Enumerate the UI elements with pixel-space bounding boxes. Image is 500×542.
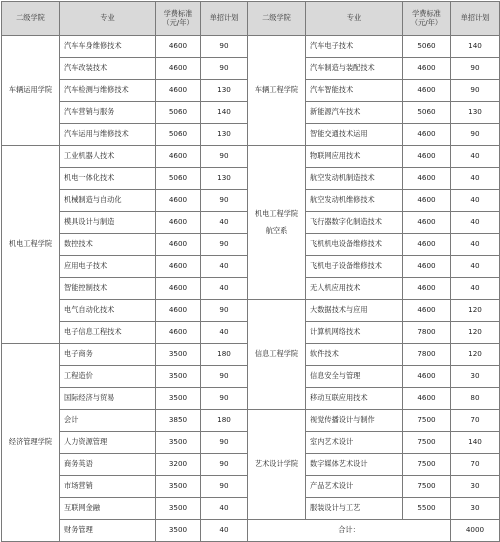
header-fee-line2: （元/年） [410,17,443,27]
header-college-left: 二级学院 [2,2,60,36]
plan-cell: 40 [201,322,248,344]
plan-cell: 40 [451,256,500,278]
plan-cell: 130 [201,168,248,190]
fee-cell: 7800 [403,344,451,366]
plan-cell: 40 [451,146,500,168]
college-line1: 机电工程学院 [254,209,299,219]
fee-cell: 4600 [403,388,451,410]
plan-cell: 130 [201,80,248,102]
header-college-right: 二级学院 [248,2,306,36]
major-cell: 市场营销 [60,476,156,498]
plan-cell: 40 [201,278,248,300]
major-cell: 电气自动化技术 [60,300,156,322]
major-cell: 会计 [60,410,156,432]
fee-cell: 3500 [156,366,201,388]
major-cell: 室内艺术设计 [306,432,403,454]
plan-cell: 90 [201,366,248,388]
header-plan-left: 单招计划 [201,2,248,36]
major-cell: 大数据技术与应用 [306,300,403,322]
plan-cell: 90 [201,190,248,212]
fee-cell: 4600 [156,36,201,58]
table-row [2,300,500,322]
major-cell: 工程造价 [60,366,156,388]
college-line2: 航空系 [265,225,288,235]
fee-cell: 4600 [156,80,201,102]
college-cell: 艺术设计学院 [248,410,306,520]
plan-cell: 120 [451,344,500,366]
major-cell: 人力资源管理 [60,432,156,454]
college-cell: 经济管理学院 [2,344,60,542]
plan-cell: 90 [201,146,248,168]
plan-cell: 130 [451,102,500,124]
major-cell: 汽车检测与维修技术 [60,80,156,102]
header-plan-right: 单招计划 [451,2,500,36]
major-cell: 航空发动机维修技术 [306,190,403,212]
plan-cell: 40 [201,212,248,234]
fee-cell: 7500 [403,454,451,476]
major-cell: 服装设计与工艺 [306,498,403,520]
total-label: 合计： [248,520,451,542]
fee-cell: 4600 [156,256,201,278]
plan-cell: 30 [451,476,500,498]
plan-cell: 70 [451,410,500,432]
major-cell: 互联网金融 [60,498,156,520]
major-cell: 商务英语 [60,454,156,476]
major-cell: 移动互联应用技术 [306,388,403,410]
plan-cell: 40 [451,212,500,234]
plan-cell: 90 [201,58,248,80]
plan-cell: 180 [201,344,248,366]
major-cell: 汽车电子技术 [306,36,403,58]
header-fee-line1: 学费标准 [163,9,193,19]
plan-cell: 40 [451,234,500,256]
plan-cell: 140 [451,36,500,58]
fee-cell: 7500 [403,410,451,432]
major-cell: 国际经济与贸易 [60,388,156,410]
plan-cell: 40 [451,190,500,212]
fee-cell: 3500 [156,388,201,410]
header-row [2,2,500,36]
fee-cell: 4600 [156,300,201,322]
plan-cell: 40 [451,278,500,300]
fee-cell: 3500 [156,498,201,520]
major-cell: 工业机器人技术 [60,146,156,168]
fee-cell: 4600 [403,124,451,146]
header-fee-left [156,2,201,36]
major-cell: 模具设计与制造 [60,212,156,234]
fee-cell: 3200 [156,454,201,476]
header-fee-right [403,2,451,36]
total-value: 4000 [451,520,500,542]
plan-cell: 90 [201,454,248,476]
major-cell: 汽车营销与服务 [60,102,156,124]
plan-cell: 40 [201,520,248,542]
plan-cell: 70 [451,454,500,476]
fee-cell: 5500 [403,498,451,520]
plan-cell: 90 [201,36,248,58]
major-cell: 汽车车身维修技术 [60,36,156,58]
major-cell: 数控技术 [60,234,156,256]
plan-cell: 40 [201,256,248,278]
fee-cell: 3500 [156,432,201,454]
major-cell: 物联网应用技术 [306,146,403,168]
college-cell: 机电工程学院 [2,146,60,344]
plan-cell: 90 [451,124,500,146]
plan-cell: 80 [451,388,500,410]
plan-cell: 120 [451,322,500,344]
major-cell: 机电一体化技术 [60,168,156,190]
fee-cell: 7500 [403,432,451,454]
major-cell: 电子商务 [60,344,156,366]
major-cell: 电子信息工程技术 [60,322,156,344]
college-cell: 信息工程学院 [248,300,306,410]
header-fee-line2: （元/年） [162,17,194,27]
plan-cell: 90 [451,58,500,80]
header-major-left: 专业 [60,2,156,36]
fee-cell: 4600 [403,168,451,190]
plan-cell: 90 [451,80,500,102]
fee-cell: 4600 [403,366,451,388]
header-fee-line1: 学费标准 [412,9,441,19]
plan-cell: 140 [201,102,248,124]
fee-cell: 3500 [156,520,201,542]
enrollment-plan-table [1,1,500,542]
major-cell: 计算机网络技术 [306,322,403,344]
fee-cell: 4600 [156,234,201,256]
fee-cell: 4600 [156,278,201,300]
fee-cell: 3500 [156,344,201,366]
fee-cell: 4600 [156,58,201,80]
major-cell: 汽车改装技术 [60,58,156,80]
fee-cell: 4600 [403,256,451,278]
fee-cell: 4600 [403,212,451,234]
fee-cell: 4600 [403,278,451,300]
college-cell: 车辆运用学院 [2,36,60,146]
major-cell: 产品艺术设计 [306,476,403,498]
fee-cell: 4600 [403,58,451,80]
major-cell: 软件技术 [306,344,403,366]
table-row [2,36,500,58]
table-row [2,146,500,168]
major-cell: 数字媒体艺术设计 [306,454,403,476]
major-cell: 视觉传播设计与制作 [306,410,403,432]
major-cell: 飞机机电设备维修技术 [306,234,403,256]
fee-cell: 5060 [156,102,201,124]
major-cell: 航空发动机制造技术 [306,168,403,190]
plan-cell: 40 [451,168,500,190]
header-major-right: 专业 [306,2,403,36]
table-row [2,520,500,542]
plan-cell: 90 [201,388,248,410]
plan-cell: 90 [201,476,248,498]
fee-cell: 3500 [156,476,201,498]
plan-cell: 180 [201,410,248,432]
plan-cell: 30 [451,366,500,388]
major-cell: 飞行器数字化制造技术 [306,212,403,234]
fee-cell: 7500 [403,476,451,498]
college-cell [248,146,306,300]
major-cell: 飞机电子设备维修技术 [306,256,403,278]
fee-cell: 4600 [403,234,451,256]
major-cell: 汽车制造与装配技术 [306,58,403,80]
fee-cell: 5060 [156,124,201,146]
plan-cell: 90 [201,234,248,256]
fee-cell: 4600 [156,322,201,344]
major-cell: 智能控制技术 [60,278,156,300]
table-row [2,410,500,432]
fee-cell: 4600 [403,190,451,212]
major-cell: 应用电子技术 [60,256,156,278]
fee-cell: 4600 [156,190,201,212]
fee-cell: 5060 [156,168,201,190]
major-cell: 财务管理 [60,520,156,542]
plan-cell: 90 [201,300,248,322]
major-cell: 智能交通技术运用 [306,124,403,146]
fee-cell: 5060 [403,102,451,124]
fee-cell: 4600 [403,80,451,102]
college-cell: 车辆工程学院 [248,36,306,146]
plan-cell: 40 [201,498,248,520]
plan-cell: 90 [201,432,248,454]
plan-cell: 120 [451,300,500,322]
fee-cell: 4600 [403,300,451,322]
fee-cell: 5060 [403,36,451,58]
major-cell: 机械制造与自动化 [60,190,156,212]
major-cell: 无人机应用技术 [306,278,403,300]
plan-cell: 140 [451,432,500,454]
major-cell: 汽车智能技术 [306,80,403,102]
plan-cell: 130 [201,124,248,146]
major-cell: 信息安全与管理 [306,366,403,388]
major-cell: 汽车运用与维修技术 [60,124,156,146]
fee-cell: 4600 [156,146,201,168]
fee-cell: 4600 [156,212,201,234]
plan-cell: 30 [451,498,500,520]
fee-cell: 7800 [403,322,451,344]
fee-cell: 3850 [156,410,201,432]
major-cell: 新能源汽车技术 [306,102,403,124]
fee-cell: 4600 [403,146,451,168]
